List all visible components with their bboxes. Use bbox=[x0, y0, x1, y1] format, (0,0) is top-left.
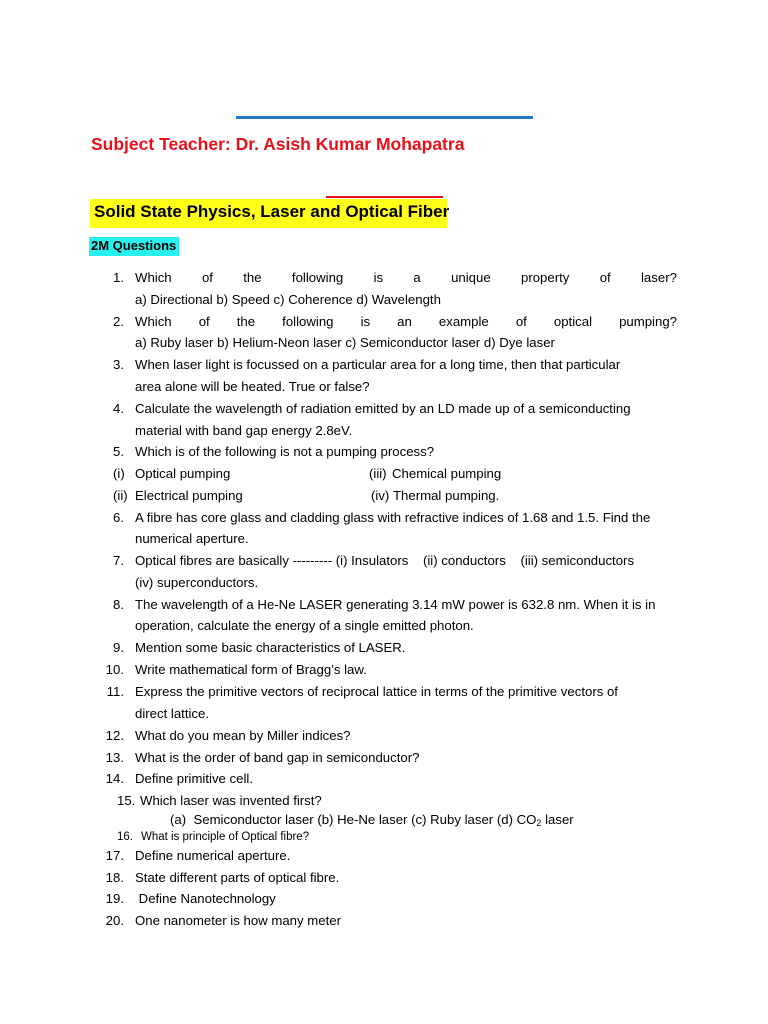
question-11-cont: direct lattice. bbox=[135, 706, 210, 721]
question-4-cont: material with band gap energy 2.8eV. bbox=[135, 423, 353, 438]
question-20: 20. One nanometer is how many meter bbox=[0, 910, 768, 931]
question-number: 18. bbox=[105, 870, 124, 885]
question-number: 20. bbox=[105, 913, 124, 928]
question-5-options-row-2: (ii) Electrical pumping (iv) Thermal pumping. bbox=[113, 488, 500, 503]
question-number: 11. bbox=[106, 684, 124, 699]
question-number: 19. bbox=[105, 891, 124, 906]
question-6: 6. A fibre has core glass and cladding glass with refractive indices of 1.68 and 1.5. Find the bbox=[0, 507, 768, 528]
question-13: 13. What is the order of band gap in semiconductor? bbox=[0, 747, 768, 768]
subject-teacher: Subject Teacher: Dr. Asish Kumar Mohapatra bbox=[91, 134, 465, 154]
question-10: 10. Write mathematical form of Bragg’s law. bbox=[0, 659, 768, 680]
question-number: 13. bbox=[105, 750, 124, 765]
question-number: 2. bbox=[113, 314, 124, 329]
question-number: 10. bbox=[105, 662, 124, 677]
document-title: Solid State Physics, Laser and Optical Fiber bbox=[94, 202, 450, 221]
question-7: 7. Optical fibres are basically --------- (i) Insulators (ii) conductors (iii) semiconductors bbox=[0, 550, 768, 571]
question-12: 12. What do you mean by Miller indices? bbox=[0, 725, 768, 746]
question-4: 4. Calculate the wavelength of radiation emitted by an LD made up of a semiconducting bbox=[0, 398, 768, 419]
question-2-options: a) Ruby laser b) Helium-Neon laser c) Semiconductor laser d) Dye laser bbox=[135, 335, 555, 350]
top-rule bbox=[236, 116, 533, 119]
question-number: 8. bbox=[113, 597, 124, 612]
section-heading-label: 2M Questions bbox=[91, 238, 177, 253]
question-8: 8. The wavelength of a He-Ne LASER generating 3.14 mW power is 632.8 nm. When it is in bbox=[0, 594, 768, 615]
question-17: 17. Define numerical aperture. bbox=[0, 845, 768, 866]
question-number: 6. bbox=[113, 510, 124, 525]
question-number: 16. bbox=[117, 831, 133, 843]
question-number: 15. bbox=[117, 793, 136, 808]
question-text: Which of the following is a unique property of laser? bbox=[135, 270, 677, 285]
question-2 bbox=[0, 311, 768, 332]
question-14: 14. Define primitive cell. bbox=[0, 768, 768, 789]
question-1-options: a) Directional b) Speed c) Coherence d) Wavelength bbox=[135, 292, 441, 307]
question-6-cont: numerical aperture. bbox=[135, 531, 249, 546]
question-number: 14. bbox=[105, 771, 124, 786]
question-number: 4. bbox=[113, 401, 124, 416]
question-3-cont: area alone will be heated. True or false? bbox=[135, 379, 370, 394]
question-11: 11. Express the primitive vectors of reciprocal lattice in terms of the primitive vectors of bbox=[0, 681, 768, 702]
question-15-options: (a) Semiconductor laser (b) He-Ne laser (c) Ruby laser (d) $CO_2$ laser bbox=[170, 812, 574, 828]
section-heading bbox=[89, 237, 179, 256]
question-9: 9. Mention some basic characteristics of LASER. bbox=[0, 637, 768, 658]
question-5-options-row-1: (i) Optical pumping (iii) Chemical pumping bbox=[113, 466, 502, 481]
question-8-cont: operation, calculate the energy of a single emitted photon. bbox=[135, 618, 474, 633]
question-number: 3. bbox=[113, 357, 124, 372]
question-text: Which of the following is an example of optical pumping? bbox=[135, 314, 677, 329]
question-number: 5. bbox=[113, 444, 124, 459]
question-19: 19. Define Nanotechnology bbox=[0, 888, 768, 909]
question-5: 5. Which is of the following is not a pumping process? bbox=[0, 441, 768, 462]
question-16: 16. What is principle of Optical fibre? bbox=[0, 827, 768, 848]
question-number: 9. bbox=[113, 640, 124, 655]
question-1 bbox=[0, 267, 768, 288]
question-number: 1. bbox=[113, 270, 124, 285]
question-number: 7. bbox=[113, 553, 124, 568]
question-18: 18. State different parts of optical fibre. bbox=[0, 867, 768, 888]
question-15: 15. Which laser was invented first? bbox=[0, 790, 768, 811]
question-7-cont: (iv) superconductors. bbox=[135, 575, 259, 590]
title-accent-rule bbox=[326, 196, 443, 198]
question-number: 17. bbox=[105, 848, 124, 863]
question-3: 3. When laser light is focussed on a particular area for a long time, then that particular bbox=[0, 354, 768, 375]
question-number: 12. bbox=[105, 728, 124, 743]
